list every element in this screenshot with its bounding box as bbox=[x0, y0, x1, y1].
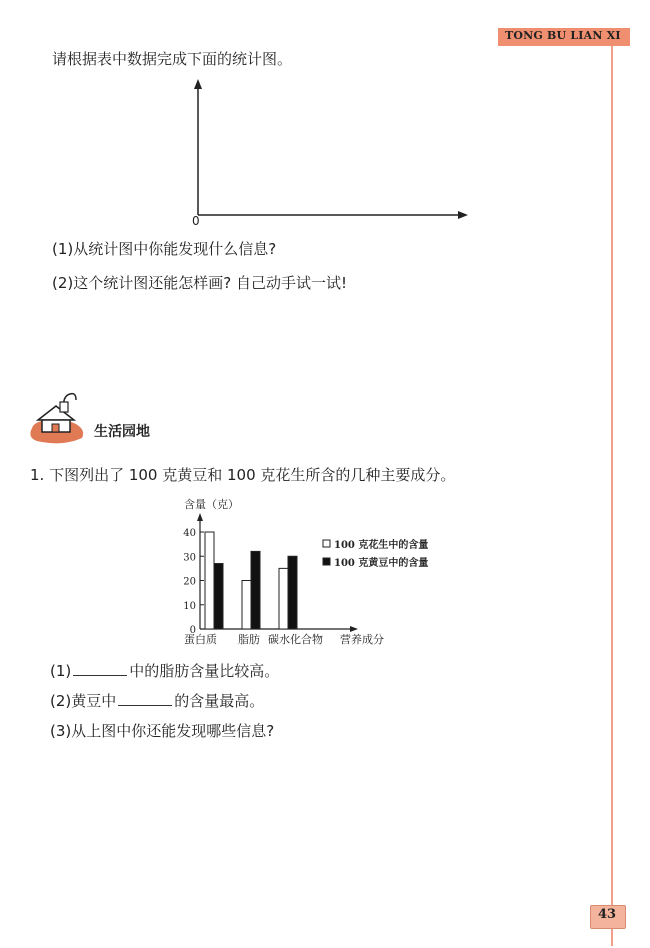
bar-soybean bbox=[251, 551, 260, 629]
bar-peanut bbox=[279, 568, 288, 629]
bar-soybean bbox=[288, 556, 297, 629]
y-tick-label: 0 bbox=[189, 625, 196, 636]
x-category-label: 蛋白质 bbox=[184, 633, 217, 646]
blank-x-arrow bbox=[458, 211, 468, 219]
q1-suffix: 中的脂肪含量比较高。 bbox=[129, 662, 280, 680]
bar-peanut bbox=[205, 532, 214, 629]
instruction-text: 请根据表中数据完成下面的统计图。 bbox=[52, 50, 293, 68]
problem-1: 1. 下图列出了 100 克黄豆和 100 克花生所含的几种主要成分。 bbox=[30, 466, 456, 484]
legend-swatch bbox=[323, 558, 330, 565]
x-axis-arrow bbox=[350, 626, 358, 632]
answer-blank-1[interactable] bbox=[73, 661, 127, 676]
bar-peanut bbox=[242, 581, 251, 630]
y-tick-label: 30 bbox=[183, 552, 196, 564]
x-category-label: 脂肪 bbox=[238, 633, 260, 646]
q2-prefix: (2)黄豆中 bbox=[50, 692, 117, 710]
bar-soybean bbox=[214, 564, 223, 629]
legend-swatch bbox=[323, 540, 330, 547]
nutrition-bar-chart bbox=[170, 492, 430, 652]
legend-label: 100 克花生中的含量 bbox=[334, 540, 429, 551]
question-2: (2)这个统计图还能怎样画? 自己动手试一试! bbox=[52, 274, 347, 292]
section-title: 生活园地 bbox=[94, 424, 150, 440]
chart-question-2 bbox=[50, 690, 264, 711]
header-series-label: TONG BU LIAN XI bbox=[505, 29, 621, 42]
house-icon bbox=[24, 388, 88, 446]
y-tick-label: 40 bbox=[183, 528, 196, 539]
margin-line bbox=[611, 46, 613, 946]
answer-blank-2[interactable] bbox=[118, 691, 172, 706]
legend-label: 100 克黄豆中的含量 bbox=[334, 558, 429, 569]
x-category-label: 碳水化合物 bbox=[268, 633, 323, 646]
chart-question-3: (3)从上图中你还能发现哪些信息? bbox=[50, 722, 275, 740]
q2-suffix: 的含量最高。 bbox=[174, 692, 265, 710]
y-axis-arrow bbox=[197, 513, 203, 521]
x-axis-label: 营养成分 bbox=[340, 633, 384, 646]
y-tick-label: 20 bbox=[183, 576, 196, 588]
blank-axes bbox=[180, 75, 480, 235]
page-number: 43 bbox=[598, 907, 617, 922]
y-axis-label: 含量（克） bbox=[184, 498, 239, 511]
chart-question-1 bbox=[50, 660, 279, 681]
origin-label: 0 bbox=[192, 214, 200, 228]
y-tick-label: 10 bbox=[183, 600, 196, 612]
blank-y-arrow bbox=[194, 79, 202, 89]
question-1: (1)从统计图中你能发现什么信息? bbox=[52, 240, 277, 258]
q1-prefix: (1) bbox=[50, 662, 72, 680]
